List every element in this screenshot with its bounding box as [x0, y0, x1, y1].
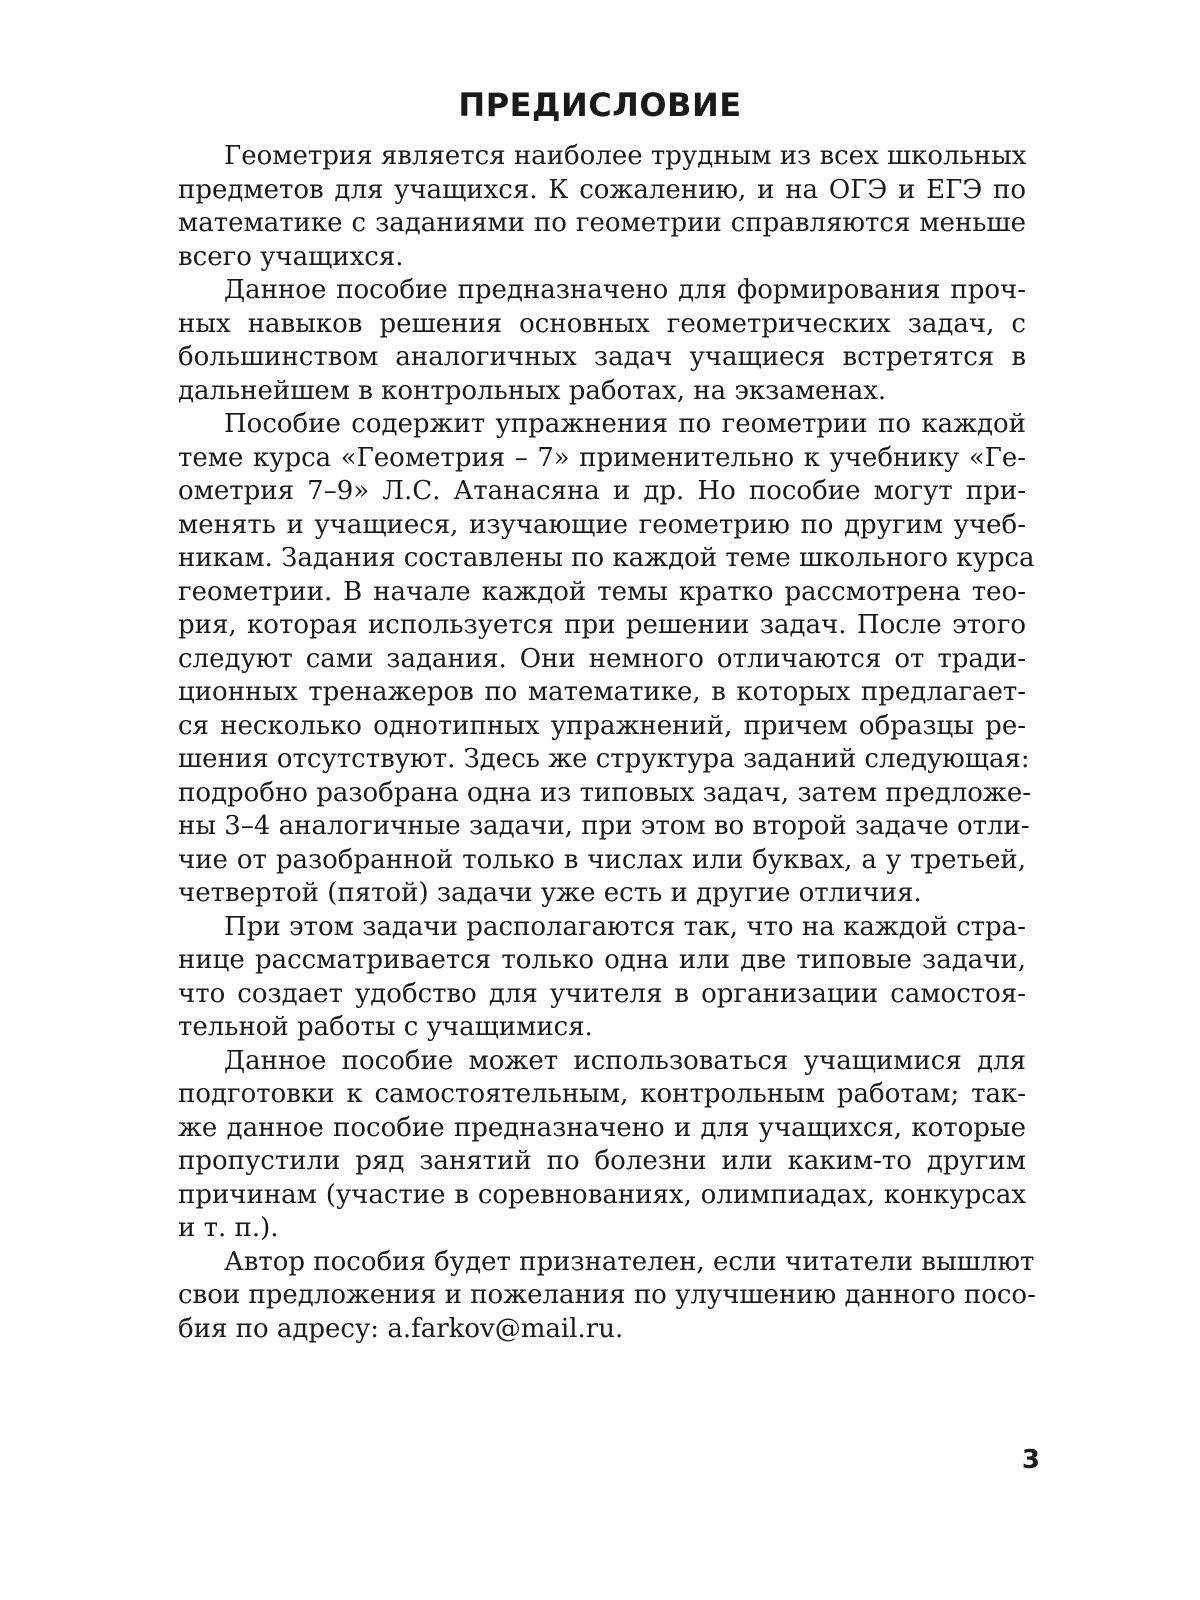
- text-line: Геометрия является наиболее трудным из всех школьных: [224, 141, 1027, 171]
- text-line: ометрия 7–9» Л.С. Атанасяна и др. Но пособие могут при-: [178, 476, 1026, 506]
- text-line: ны 3–4 аналогичные задачи, при этом во второй задаче отли-: [178, 811, 1030, 841]
- text-line: свои предложения и пожелания по улучшению данного посо-: [178, 1280, 1036, 1310]
- text-line: Данное пособие предназначено для формирования проч-: [224, 275, 1026, 305]
- text-line: шения отсутствуют. Здесь же структура заданий следующая:: [178, 744, 1030, 774]
- text-line: Данное пособие может использоваться учащимися для: [224, 1045, 1026, 1076]
- paragraph-2: [178, 274, 1026, 408]
- text-line: никам. Задания составлены по каждой теме школьного курса: [178, 543, 1035, 573]
- text-line: бия по адресу: a.farkov@mail.ru.: [178, 1313, 624, 1344]
- text-line: ся несколько однотипных упражнений, причем образцы ре-: [178, 710, 1026, 741]
- text-line: ционных тренажеров по математике, в которых предлагает-: [178, 677, 1026, 707]
- text-line: ных навыков решения основных геометрических задач, с: [178, 308, 1026, 339]
- text-line: Автор пособия будет признателен, если читатели вышлют: [224, 1246, 1035, 1277]
- paragraph-5: [178, 1045, 1026, 1246]
- text-line: пропустили ряд занятий по болезни или каким-то другим: [178, 1146, 1026, 1176]
- text-line: менять и учащиеся, изучающие геометрию по другим учеб-: [178, 509, 1026, 540]
- text-line: что создает удобство для учителя в организации самостоя-: [178, 978, 1026, 1009]
- text-line: причинам (участие в соревнованиях, олимпиадах, конкурсах: [178, 1179, 1026, 1210]
- text-line: Пособие содержит упражнения по геометрии по каждой: [224, 409, 1026, 439]
- text-line: большинством аналогичных задач учащиеся встретятся в: [178, 342, 1026, 372]
- text-line: всего учащихся.: [178, 241, 404, 272]
- page-title: ПРЕДИСЛОВИЕ: [458, 86, 742, 124]
- text-line: предметов для учащихся. К сожалению, и на ОГЭ и ЕГЭ по: [178, 174, 1026, 205]
- text-line: дальнейшем в контрольных работах, на экзаменах.: [178, 375, 887, 406]
- text-line: При этом задачи располагаются так, что на каждой стра-: [224, 911, 1026, 942]
- text-line: математике с заданиями по геометрии справляются меньше: [178, 208, 1026, 238]
- preface-body: [178, 140, 1036, 1346]
- text-line: теме курса «Геометрия – 7» применительно к учебнику «Ге-: [178, 442, 1026, 473]
- paragraph-1: [178, 140, 1026, 274]
- text-line: тельной работы с учащимися.: [178, 1012, 593, 1042]
- paragraph-6: [178, 1246, 1036, 1347]
- paragraph-3: [178, 408, 1035, 911]
- page-number: 3: [1021, 1445, 1040, 1475]
- text-line: подготовки к самостоятельным, контрольным работам; так-: [178, 1079, 1026, 1109]
- text-line: подробно разобрана одна из типовых задач, затем предложе-: [178, 777, 1032, 808]
- text-line: и т. п.).: [178, 1213, 279, 1243]
- text-line: чие от разобранной только в числах или буквах, а у третьей,: [178, 844, 1026, 875]
- text-line: геометрии. В начале каждой темы кратко рассмотрена тео-: [178, 576, 1026, 607]
- text-line: следуют сами задания. Они немного отличаются от тради-: [178, 643, 1026, 674]
- paragraph-4: [178, 911, 1026, 1045]
- text-line: же данное пособие предназначено и для учащихся, которые: [178, 1112, 1026, 1143]
- text-line: четвертой (пятой) задачи уже есть и другие отличия.: [178, 878, 922, 908]
- text-line: нице рассматривается только одна или две типовые задачи,: [178, 945, 1026, 975]
- text-line: рия, которая используется при решении задач. После этого: [178, 610, 1026, 640]
